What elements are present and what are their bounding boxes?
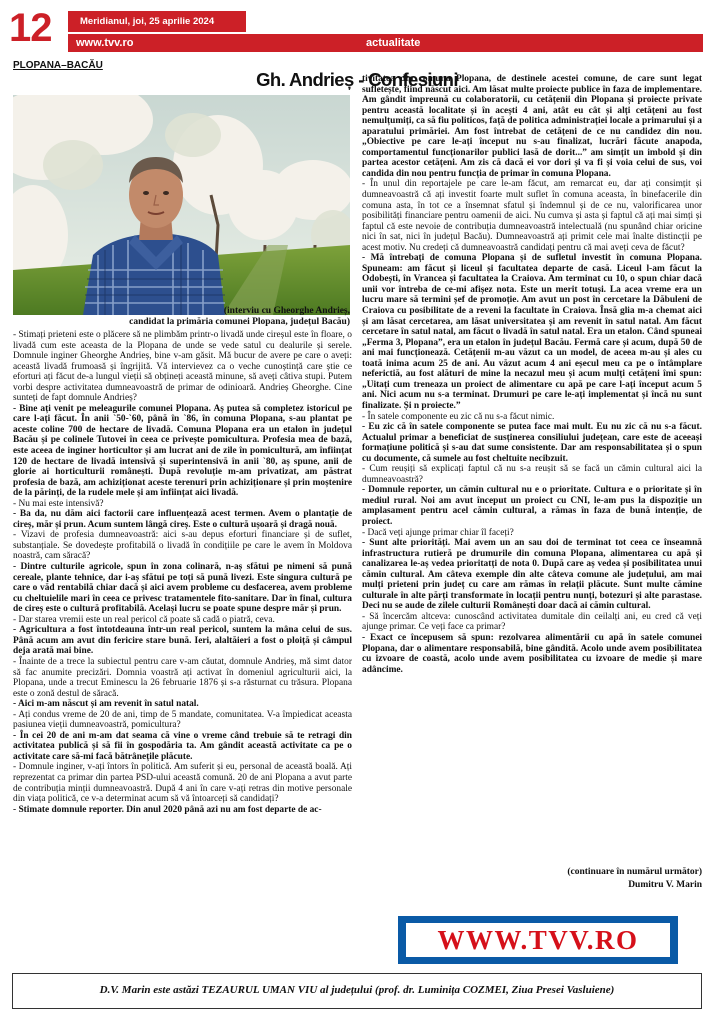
banner-inner — [406, 923, 670, 957]
photo-caption — [13, 306, 350, 328]
article-photo — [13, 95, 350, 315]
answer-paragraph: - Mă întrebați de comuna Plopana și de sufletul investit în comuna Plopana. Spuneam: am făcut și liceul și facultatea departe de casă. Liceul l-am făcut la Odobești, în Vrancea și facultatea la Craiova. Am terminat cu 10, o spun chiar dacă unii vor întreba de ce-mi afișez nota. Este un merit totuși. La acea vreme era un lucru mare să termini șef de promoție. Am avut un post în cercetare la Dăbuleni de Craiova cu posibilitate de a reveni la facultate în Craiova. Însă glia m-a chemat aici și am lăsat cercetarea, am lăsat universitatea și am revenit în satul natal. Am făcut cercetare în satul natal, am făcut o livadă în satul natal. Era un etalon. Când spuneai „Ferma 3, Plopana”, era un etalon în județul Bacău. Fermă care și acum, după 50 de ani mai funcționează. Cetățenii m-au văzut ca un model, de aceea m-au și ales cu toată inima acum 25 de ani. Au văzut acum 4 ani eșecul meu ca pe o întâmplare neferictiă, au fost alături de mine la necazul meu și acum mulți cetățeni îmi spun: „Uitați cum treneaza un proiect de alimentare cu apă pe care l-ați început acum 5 ani. Nici acum nu s-a terminat. Drumuri pe care le-ați implementat și încă nu sunt finalizate. Și n proiecte.” — [362, 253, 702, 411]
author-name: Dumitru V. Marin — [628, 880, 702, 890]
question-paragraph: - Înainte de a trece la subiectul pentru care v-am căutat, domnule Andrieș, mă simt dator să fac anumite precizări. Domnia voastră ați activat în domeniul agriculturii aici, la Plopana, unde a trecut Eminescu la 26 februarie 1876 și s-a răsturnat cu trăsura. Plopana este o zonă destul de săracă. — [13, 656, 352, 699]
banner-text: WWW.TVV.RO — [437, 925, 639, 955]
answer-paragraph: - Exact ce începusem să spun: rezolvarea alimentării cu apă în satele comunei Plopana, dar o alimentare responsabilă, bine gândită. Acolo unde avem posibilitatea cu izvoare de coastă, acolo unde avem posibilitatea cu izvoare de medie și mare adâncime. — [362, 632, 702, 675]
question-paragraph: - În satele componente eu zic că nu s-a făcut nimic. — [362, 411, 555, 422]
article-signature — [362, 866, 702, 892]
answer-paragraph: - Sunt alte priorități. Mai avem un an sau doi de terminat tot ceea ce înseamnă infrastructura rutieră pe drumurile din comuna Plopana, alimentarea cu apă și canalizarea le-aș vedea prioritatți de nota 0. După care aș vedea și posibilitatea unui cămin cultural. Am câteva exemple din alte câteva comune ale județului, am mai mulți prieteni prin județ cu care am rămas în relații plăcute. Sunt multe cămine culturale în alte părți transformate în locații pentru nunți, botezuri și alte parastase. Deci nu se aude de zilele culturii Românești doar dacă ai cămin cultural. — [362, 538, 702, 612]
answer-paragraph: - Domnule reporter, un cămin cultural nu e o prioritate. Cultura e o prioritate și în mediul rural. Noi am avut început un proiect cu CNI, le-am pus la dispoziție un amplasament pentru acel cămin cultural, a rămas în faza de bună intenție, de proiect. — [362, 485, 702, 527]
question-paragraph: - Vizavi de profesia dumneavoastră: aici s-au depus eforturi financiare și de suflet, substanțiale. Se dovedește profitabilă o livadă în condițiile pe care le avem în Moldova noastră, cam săracă? — [13, 530, 352, 562]
answer-paragraph: - Agricultura a fost întotdeauna într-un real pericol, suntem la mâna celui de sus. Până acum am avut din fericire stare bună. Ieri, alaltăieri a fost o ploiță și câmpul deja arată mai bine. — [13, 625, 352, 657]
article-location: PLOPANA–BACĂU — [13, 60, 103, 71]
article-right-column — [362, 74, 702, 675]
question-paragraph: - Nu mai este intensivă? — [13, 498, 104, 509]
site-link[interactable]: www.tvv.ro — [76, 37, 134, 49]
date-line: Meridianul, joi, 25 aprilie 2024 — [68, 11, 246, 32]
page-number: 12 — [9, 6, 52, 50]
answer-paragraph: - Dintre culturile agricole, spun în zona colinară, n-aș sfătui pe nimeni să pună cereale, plante tehnice, dar i-aș sfătui pe toți să pună livezi. Este singura cultură pe care o văd rentabilă chiar dacă și aici avem probleme cu desfacerea, avem probleme cu cheltuielile mari în ceea ce privesc tratamentele fito-sanitare. Dar în final, cultura de cireș este o cultură profitabilă. Același lucru se poate spune despre măr și prun. — [13, 562, 352, 615]
answer-paragraph: tivitatea din comuna Plopana, de destinele acestei comune, de care sunt legat sufletește, fiind născut aici. Am lăsat multe proiecte publice în faza de implementare. Am gândit împreună cu colaboratorii, cu cetățenii din Plopana și proiecte private pentru această localitate și în acești 4 ani, atât eu cât și alți cetățeni au fost nemulțumiți, ca să fiu politicos, față de politica administrației locale a primarului și a aparatului primăriei. Am fost întrebat de cetățeni de ce nu candidez din nou. „Obiective pe care le-ați început nu s-au finalizat, lucrări făcute anapoda, comportamentul funcționarilor publici lasă de dorit...” am simțit un imbold și din partea acestor cetățeni. Am zis că dacă ei vor dori și va fi și voia celui de sus, voi candida din nou pentru funcția de primar în comuna Plopana. — [362, 74, 702, 179]
site-banner[interactable] — [398, 916, 678, 964]
answer-paragraph: - Eu zic că în satele componente se putea face mai mult. Eu nu zic că nu s-a făcut. Actualul primar a beneficiat de susținerea consiliului județean, care este de aceeași formațiune politică și s-au dat sume consistente. Dar am responsabilitatea și o spun cu documente, că sumele au fost cheltuite necibzuit. — [362, 422, 702, 464]
caption-line: candidat la primăria comunei Plopana, județul Bacău) — [129, 317, 350, 327]
section-label: actualitate — [366, 37, 421, 49]
footer-note: D.V. Marin este astăzi TEZAURUL UMAN VIU al județului (prof. dr. Luminița COZMEI, Ziua Presei Vasluiene) — [12, 973, 702, 1009]
answer-paragraph: - Ba da, nu dăm aici factorii care influențează acest termen. Avem o plantație de cireș, măr și prun. Acum suntem lângă cireș. Este o cultură ușoară și dragă nouă. — [13, 509, 352, 530]
article-left-column — [13, 330, 352, 815]
question-paragraph: - Dar starea vremii este un real pericol că poate să cadă o piatră, ceva. — [13, 614, 275, 625]
question-paragraph: - Cum reușiți să explicați faptul că nu s-a reușit să se facă un cămin cultural aici la dumneavoastră? — [362, 464, 702, 485]
answer-paragraph: - Stimate domnule reporter. Din anul 2020 până azi nu am fost departe de ac- — [13, 804, 322, 815]
question-paragraph: - În unul din reportajele pe care le-am făcut, am remarcat eu, dar ați consimțit și dumneavoastră că ați investit foarte mult suflet în comuna aceasta, în binefacerile din comuna asta, în tot ce a însemnat sfatul și îndemnul și de ce nu, valorificarea unor posibilități financiare pentru oamenii de aici. Nu cumva și asta și faptul că ați mai simți și faptul că este nevoie de contribuția dumneavoastră intelectuală (nu spunând chiar oricine nici în sat, nici în județul Bacău). Dumneavoastră ați primit cele mai înalte distincții pe acest motiv. Nu credeți că dumneavoastră candidați pentru că mai aveți ceva de făcut? — [362, 179, 702, 253]
caption-line: (interviu cu Gheorghe Andrieș, — [223, 306, 350, 316]
article-title: Gh. Andrieș - Confesiuni — [256, 69, 458, 90]
question-paragraph: - Ați condus vreme de 20 de ani, timp de 5 mandate, comunitatea. V-a împiedicat aceasta pasiunea vieții dumneavoastră, pomicultura? — [13, 709, 352, 731]
question-paragraph: - Să încercăm altceva: cunoscând activitatea dumitale din ceilalți ani, eu cred că veți ajunge primar. Ce veți face ca primar? — [362, 611, 702, 633]
header-bar — [68, 34, 703, 52]
question-paragraph: - Domnule inginer, v-ați întors în politică. Am suferit și eu, personal de această boală. Ați reprezentat ca primar din partea PSD-ului această comună. 20 de ani Plopana a avut parte de contribuția minții dumneavoastră. După 4 ani în care v-ați retras din motive personale din viața politică, ce v-a determinat acum să vă întoarceți să candidați? — [13, 762, 352, 805]
answer-paragraph: - Bine ați venit pe meleagurile comunei Plopana. Aș putea să completez istoricul pe care l-ați făcut. În anii `50-`60, până în `86, în comuna Plopana, s-au plantat pe aceste coline 700 de hectare de livadă. Comuna Plopana era un etalon în județul Bacău și pe colinele Tutovei în ceea ce privește pomicultura. Profesia mea de bază, este aceea de inginer horticultor și am lucrat ani de zile în pomicultură, am înființat 120 de hectare de livadă intensivă și superintensivă în anii `80, aș spune, anii de glorie ai horticulturii românești. După revoluție m-am privatizat, am păstrat profesia de bază, am achiziționat aceste terenuri prin achiziționare și prin moștenire de la părinți, de la rudele mele și am înființat aici livadă. — [13, 403, 352, 499]
answer-paragraph: - În cei 20 de ani m-am dat seama că vine o vreme când trebuie să te retragi din activitatea publică și să fii în gospodăria ta. Am gândit această activitate ca pe o activitate care să-mi facă bătrânețile plăcute. — [13, 730, 352, 762]
question-paragraph: - Dacă veți ajunge primar chiar îl faceți? — [362, 527, 514, 538]
answer-paragraph: - Aici m-am născut și am revenit în satul natal. — [13, 699, 199, 710]
continuation-note: (continuare în numărul următor) — [567, 867, 702, 877]
question-paragraph: - Stimați prieteni este o plăcere să ne plimbăm printr-o livadă unde cireșul este în floare, o livadă cum este aceasta de la Plopana de unde se vede satul cu dealurile și serele. Domnule inginer Gheorghe Andrieș, bine v-am găsit. Mă bucur de avere pe care o aveți: această livadă frumoasă și îngrijită. Vă intervievez ca o veche cunoștință care știe ce eforturi ați făcut de-a lungul vieții să obțineți această minune, să aveți câtiva stupi. Putem vorbi despre activitatea dumneavoastră de primar de odinioară. Andrieș Gheorghe. Cine sunteți de fapt domnule Andrieș? — [13, 330, 352, 404]
